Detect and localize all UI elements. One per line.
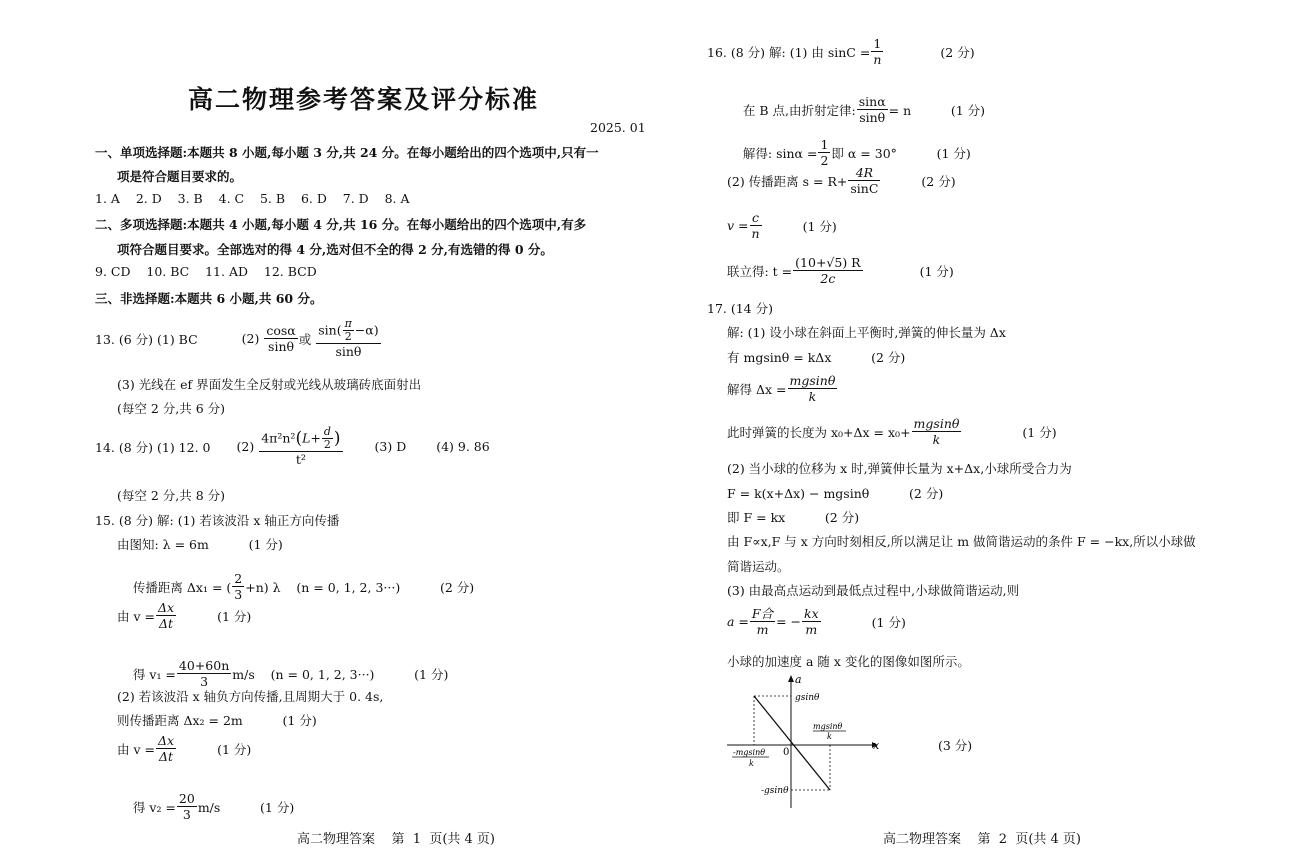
q17-l11-den1: m [756, 622, 769, 637]
q15-l4-b: m/s (n = 0, 1, 2, 3···) (1 分) [232, 666, 449, 682]
q17-l11-frac2 [802, 606, 821, 637]
q17-l11-den2: m [805, 622, 818, 637]
q13-note: (每空 2 分,共 6 分) [117, 401, 226, 416]
q15-l7-b: (1 分) [217, 741, 252, 757]
q13-head: 13. (6 分) (1) BC [95, 331, 198, 347]
right-x-den: k [827, 732, 832, 741]
q16-l6-num: (10+√5) R [795, 255, 861, 270]
q16-l1-frac [871, 36, 883, 67]
q15-l4-frac [177, 658, 231, 689]
q15-l8-den: 3 [182, 807, 191, 822]
q17-l11-num1: F合 [751, 606, 774, 621]
q16-l5-num: c [750, 210, 762, 226]
q16-l4-frac [848, 165, 880, 196]
q15-l4-a: 得 v₁ = [132, 666, 176, 682]
q13-fraction-1 [264, 323, 297, 354]
q13-pi-over-2 [343, 318, 354, 343]
q17-l4-den: k [932, 432, 941, 447]
q15-l4-num: 40+60n [178, 658, 230, 673]
q15-l2-num: 2 [234, 571, 243, 586]
q14-paren-open: ( [295, 428, 303, 449]
q17-l3-den: k [808, 389, 817, 404]
q14-fraction [259, 426, 342, 467]
q16-l4-num: 4R [848, 165, 880, 181]
q17-line-8: 由 F∝x,F 与 x 方向时刻相反,所以满足让 m 做简谐运动的条件 F = −kx,所以小球做 [727, 534, 1196, 549]
a-x-line [754, 696, 830, 790]
q17-l4-a: 此时弹簧的长度为 x₀+Δx = x₀+ [727, 424, 911, 440]
q17-line-7: 即 F = kx (2 分) [727, 510, 860, 525]
q16-l3-b: 即 α = 30° (1 分) [831, 145, 971, 161]
q16-l6-den: 2c [820, 271, 836, 286]
q13-part2-label: (2) [241, 331, 260, 346]
section-1-heading-cont: 项是符合题目要求的。 [117, 169, 243, 184]
q17-line-6: F = k(x+Δx) − mgsinθ (2 分) [727, 486, 944, 501]
q16-l2-a: 在 B 点,由折射定律: [742, 102, 856, 118]
axis-x-label: x [873, 739, 880, 752]
q15-l3-den: Δt [158, 616, 174, 631]
q15-l2-frac [232, 571, 244, 602]
q16-l3-num: 1 [820, 137, 829, 152]
q15-line-8 [117, 776, 294, 837]
answer-page-1 [0, 0, 646, 857]
q14-fraction-num [259, 426, 342, 452]
q15-l8-num: 20 [178, 791, 195, 806]
q13-part3: (3) 光线在 ef 界面发生全反射或光线从玻璃砖底面射出 [117, 377, 422, 392]
q17-l11-num2: kx [804, 606, 819, 621]
origin-label: 0 [783, 747, 790, 758]
q16-l6-b: (1 分) [919, 263, 954, 279]
q15-line-3 [117, 600, 251, 631]
q13-two: 2 [344, 330, 352, 343]
q14-note: (每空 2 分,共 8 分) [117, 488, 226, 503]
q16-l5-frac [750, 210, 762, 241]
q15-l8-frac [177, 791, 197, 822]
section-3-heading: 三、非选择题:本题共 6 小题,共 60 分。 [95, 291, 323, 306]
q15-line-1: 由图知: λ = 6m (1 分) [117, 537, 283, 552]
q16-l3-frac [818, 137, 830, 168]
q16-l5-b: (1 分) [802, 218, 837, 234]
q14-d: d [323, 425, 331, 438]
q15-line-5: (2) 若该波沿 x 轴负方向传播,且周期大于 0. 4s, [117, 689, 384, 704]
q14-line [95, 426, 490, 467]
section-2-answers: 9. CD 10. BC 11. AD 12. BCD [95, 264, 317, 279]
q14-part2-label: (2) [236, 439, 255, 454]
q16-line-6 [727, 255, 954, 286]
q15-head: 15. (8 分) 解: (1) 若该波沿 x 轴正方向传播 [95, 513, 340, 528]
q14-fraction-den: t² [295, 452, 306, 467]
q17-l11-frac1 [750, 606, 775, 637]
q13-fraction-1-num: cosα [266, 323, 296, 338]
top-value-label: gsinθ [795, 693, 820, 703]
q15-l3-a: 由 v = [117, 608, 155, 624]
q16-l3-den: 2 [820, 153, 829, 168]
section-1-heading: 一、单项选择题:本题共 8 小题,每小题 3 分,共 24 分。在每小题给出的四个选项中,只有一 [95, 145, 599, 160]
left-x-num: -mgsinθ [733, 748, 766, 757]
q16-l6-frac [793, 255, 862, 286]
q17-line-2: 有 mgsinθ = kΔx (2 分) [727, 350, 906, 365]
q13-f2-minus-alpha: −α) [354, 322, 379, 338]
q15-l7-num: Δx [157, 733, 175, 748]
q17-head: 17. (14 分) [707, 301, 773, 316]
q14-head: 14. (8 分) (1) 12. 0 [95, 439, 211, 455]
q16-l6-a: 联立得: t = [727, 263, 793, 279]
q16-line-5 [727, 210, 837, 241]
q13-or: 或 [298, 331, 312, 347]
q17-line-12: 小球的加速度 a 随 x 变化的图像如图所示。 [727, 654, 970, 669]
q17-line-3 [727, 373, 838, 404]
a-axis-arrow [788, 675, 794, 682]
page-title: 高二物理参考答案及评分标准 [188, 85, 540, 114]
q14-num-b: L+ [302, 430, 321, 446]
q17-l4-b: (1 分) [1022, 424, 1057, 440]
q15-l2-b: +n) λ (n = 0, 1, 2, 3···) (2 分) [245, 579, 475, 595]
q16-l2-frac [857, 94, 888, 125]
q17-line-9: 简谐运动。 [727, 559, 790, 574]
q15-l3-b: (1 分) [217, 608, 252, 624]
q13-fraction-1-den: sinθ [268, 339, 295, 354]
section-2-heading: 二、多项选择题:本题共 4 小题,每小题 4 分,共 16 分。在每小题给出的四个选项中,有多 [95, 217, 587, 232]
acceleration-displacement-graph [727, 672, 887, 812]
q17-l4-num: mgsinθ [913, 416, 960, 431]
q17-graph-score: (3 分) [938, 738, 973, 753]
q13-line [95, 318, 382, 359]
page-footer-1: 高二物理答案 第 1 页(共 4 页) [297, 832, 496, 847]
section-1-answers: 1. A 2. D 3. B 4. C 5. B 6. D 7. D 8. A [95, 191, 410, 206]
q17-line-10: (3) 由最高点运动到最低点过程中,小球做简谐运动,则 [727, 583, 1020, 598]
q17-l11-b: (1 分) [871, 614, 906, 630]
q16-l2-den: sinθ [859, 110, 886, 125]
q16-l1-num: 1 [871, 36, 883, 52]
q16-l3-a: 解得: sinα = [742, 145, 818, 161]
q15-l7-den: Δt [158, 749, 174, 764]
q14-part4: (4) 9. 86 [436, 439, 490, 454]
q13-f2-sin: sin( [318, 322, 342, 338]
q16-l2-num: sinα [858, 94, 886, 109]
q16-l1-den: n [873, 52, 882, 67]
q16-line-1 [707, 36, 975, 67]
q14-two: 2 [323, 438, 331, 451]
q17-l3-frac [788, 373, 838, 404]
q14-part3: (3) D [374, 439, 407, 454]
q16-l2-b: = n (1 分) [888, 102, 986, 118]
q16-l5-den: n [751, 226, 760, 241]
q16-l5-a: v = [727, 218, 749, 233]
q15-l2-den: 3 [234, 587, 243, 602]
q17-line-11 [727, 606, 906, 637]
q17-line-1: 解: (1) 设小球在斜面上平衡时,弹簧的伸长量为 Δx [727, 325, 1006, 340]
q15-l3-frac [156, 600, 176, 631]
q17-line-4 [727, 416, 1057, 447]
q14-paren-close: ) [333, 428, 341, 449]
section-2-heading-cont: 项符合题目要求。全部选对的得 4 分,选对但不全的得 2 分,有选错的得 0 分。 [117, 242, 553, 257]
date-label: 2025. 01 [590, 120, 646, 135]
left-x-den: k [749, 759, 754, 768]
q15-l8-a: 得 v₂ = [132, 799, 176, 815]
q16-l4-den: sinC [850, 181, 879, 196]
q16-line-4 [727, 165, 956, 196]
right-x-num: mgsinθ [813, 722, 843, 731]
axis-a-label: a [795, 673, 802, 686]
q15-line-7 [117, 733, 251, 764]
q17-l3-num: mgsinθ [789, 373, 836, 388]
q14-d-over-2 [322, 426, 333, 451]
q16-l4-a: (2) 传播距离 s = R+ [727, 173, 848, 189]
q15-l8-b: m/s (1 分) [197, 799, 295, 815]
q15-l7-frac [156, 733, 176, 764]
q17-l11-a: a = [727, 614, 749, 629]
q13-pi: π [344, 317, 352, 330]
q17-l4-frac [912, 416, 962, 447]
q15-l4-den: 3 [200, 674, 209, 689]
q17-l3-a: 解得 Δx = [727, 381, 787, 397]
q14-num-a: 4π²n² [261, 430, 296, 446]
q17-l11-eq: = − [776, 614, 802, 629]
page-footer-2: 高二物理答案 第 2 页(共 4 页) [883, 832, 1082, 847]
q17-line-5: (2) 当小球的位移为 x 时,弹簧伸长量为 x+Δx,小球所受合力为 [727, 461, 1072, 476]
q15-l3-num: Δx [157, 600, 175, 615]
q15-line-6: 则传播距离 Δx₂ = 2m (1 分) [117, 713, 317, 728]
q13-fraction-2-num [316, 318, 380, 344]
q15-l2-a: 传播距离 Δx₁ = ( [132, 579, 232, 595]
q16-l4-b: (2 分) [921, 173, 956, 189]
q13-fraction-2-den: sinθ [335, 344, 362, 359]
bottom-value-label: -gsinθ [761, 786, 789, 796]
answer-page-2 [647, 0, 1293, 857]
q16-l1-b: (2 分) [940, 44, 975, 60]
q13-fraction-2 [316, 318, 380, 359]
q16-l1-a: 16. (8 分) 解: (1) 由 sinC = [707, 44, 871, 60]
q15-l7-a: 由 v = [117, 741, 155, 757]
